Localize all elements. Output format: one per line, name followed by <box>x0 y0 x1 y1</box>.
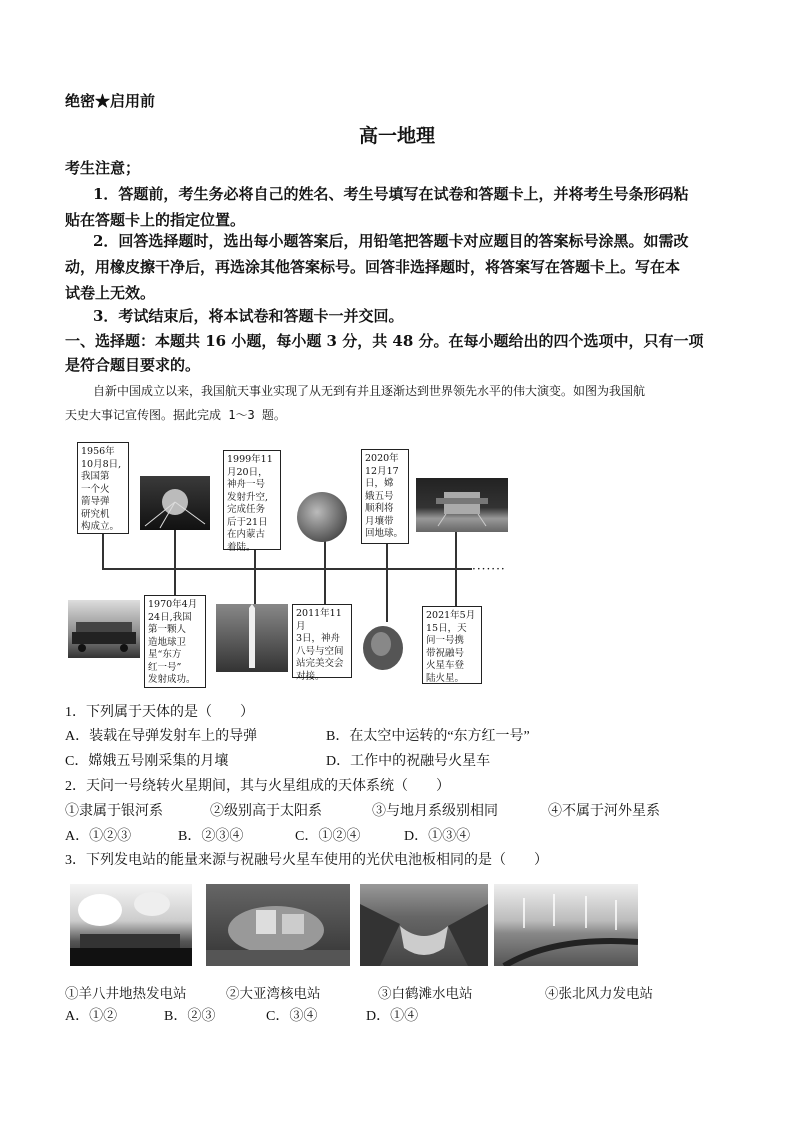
missile-truck-photo <box>68 600 140 658</box>
event-2020: 2020年 12月17 日，嫦 娥五号 顺利将 月壤带 回地球。 <box>361 449 409 544</box>
connector-2021 <box>455 532 457 568</box>
page-title: 高一地理 <box>358 125 435 147</box>
q3-option-d: D．①④ <box>366 1009 419 1024</box>
q2-statement-2: ②级别高于太阳系 <box>210 804 322 819</box>
q1-option-b: B．在太空中运转的“东方红一号” <box>326 729 530 744</box>
rocket-launch-photo <box>216 604 288 672</box>
space-history-timeline <box>60 432 520 692</box>
q3-choice-2: ②大亚湾核电站 <box>226 986 321 1001</box>
q1-stem: 1．下列属于天体的是（ ） <box>65 705 254 720</box>
q3-choice-4: ④张北风力发电站 <box>545 986 653 1001</box>
q3-option-c: C．③④ <box>266 1009 318 1024</box>
timeline-ellipsis: ······· <box>472 562 506 576</box>
section1-instructions-line1: 一、选择题：本题共 16 小题，每小题 3 分，共 48 分。在每小题给出的四个选项中，只有一项 <box>65 332 704 350</box>
q1-option-a: A．装载在导弹发射车上的导弹 <box>65 729 258 744</box>
nuclear-plant-photo <box>206 884 350 966</box>
q2-option-a: A．①②③ <box>65 829 132 844</box>
q2-statement-3: ③与地月系级别相同 <box>372 804 498 819</box>
moon-landing-photo <box>297 492 347 542</box>
intro-line1: 自新中国成立以来，我国航天事业实现了从无到有并且逐渐达到世界领先水平的伟大演变。如图为我国航 <box>93 384 646 398</box>
notice-item2-line3: 试卷上无效。 <box>65 284 156 302</box>
q2-option-d: D．①③④ <box>404 829 471 844</box>
lunar-soil-photo <box>356 622 410 672</box>
q2-option-b: B．②③④ <box>178 829 244 844</box>
satellite-photo <box>140 476 210 530</box>
event-2021: 2021年5月 15日，天 问一号携 带祝融号 火星车登 陆火星。 <box>422 606 482 684</box>
timeline-axis <box>102 568 472 570</box>
q1-option-d: D．工作中的祝融号火星车 <box>326 754 491 769</box>
notice-item3: 3．考试结束后，将本试卷和答题卡一并交回。 <box>93 307 404 325</box>
q3-choice-1: ①羊八井地热发电站 <box>65 986 187 1001</box>
connector-2020-down <box>386 568 388 626</box>
notice-item1-line2: 贴在答题卡上的指定位置。 <box>65 211 246 229</box>
notice-item2-line1: 2．回答选择题时，选出每小题答案后，用铅笔把答题卡对应题目的答案标号涂黑。如需改 <box>93 232 689 250</box>
q1-option-c: C．嫦娥五号刚采集的月壤 <box>65 754 229 769</box>
wind-farm-photo <box>494 884 638 966</box>
lunar-lander-photo <box>416 478 508 532</box>
event-1970: 1970年4月 24日,我国 第一颗人 造地球卫 星“东方 红一号” 发射成功。 <box>144 595 206 688</box>
event-1956: 1956年 10月8日, 我国第 一个火 箭导弹 研究机 构成立。 <box>77 442 129 534</box>
connector-1999-down <box>254 568 256 604</box>
connector-2011-down <box>324 568 326 604</box>
notice-item1-line1: 1．答题前，考生务必将自己的姓名、考生号填写在试卷和答题卡上，并将考生号条形码粘 <box>93 185 689 203</box>
q2-stem: 2．天问一号绕转火星期间，其与火星组成的天体系统（ ） <box>65 779 450 794</box>
event-1999: 1999年11 月20日， 神舟一号 发射升空, 完成任务 后于21日 在内蒙古 着陆。 <box>223 450 281 550</box>
connector-1956 <box>102 532 104 568</box>
connector-2011 <box>324 540 326 568</box>
connector-2021-down <box>455 568 457 608</box>
geothermal-plant-photo <box>70 884 192 966</box>
connector-2020 <box>386 544 388 568</box>
hydro-plant-photo <box>360 884 488 966</box>
section1-instructions-line2: 是符合题目要求的。 <box>65 356 201 374</box>
q3-stem: 3．下列发电站的能量来源与祝融号火星车使用的光伏电池板相同的是（ ） <box>65 853 548 868</box>
intro-line2: 天史大事记宣传图。据此完成 1～3 题。 <box>65 408 286 422</box>
q3-option-a: A．①② <box>65 1009 118 1024</box>
notice-heading: 考生注意； <box>65 159 141 177</box>
notice-item2-line2: 动，用橡皮擦干净后，再选涂其他答案标号。回答非选择题时，将答案写在答题卡上。写在本 <box>65 258 681 276</box>
connector-1970 <box>174 530 176 568</box>
q2-statement-1: ①隶属于银河系 <box>65 804 163 819</box>
q2-option-c: C．①②④ <box>295 829 361 844</box>
confidential-label: 绝密★启用前 <box>65 92 156 110</box>
q3-choice-3: ③白鹤滩水电站 <box>378 986 473 1001</box>
q3-option-b: B．②③ <box>164 1009 216 1024</box>
event-2011: 2011年11月 3日，神舟 八号与空间 站完美交会 对接。 <box>292 604 352 678</box>
q2-statement-4: ④不属于河外星系 <box>548 804 660 819</box>
